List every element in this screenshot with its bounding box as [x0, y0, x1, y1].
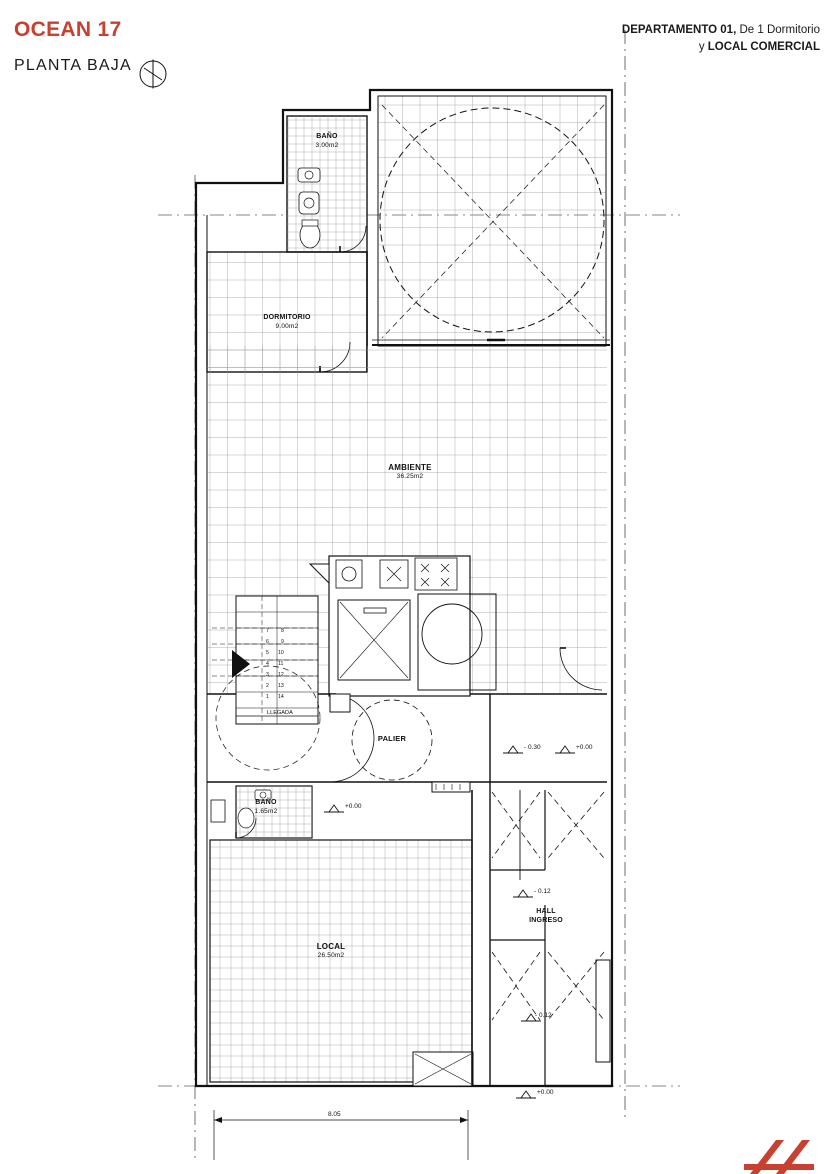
level-mark-1: - 0.30	[524, 744, 541, 751]
level-mark-2: +0.00	[576, 744, 593, 751]
stair-step-14: 14	[278, 694, 284, 700]
stair-step-12: 12	[278, 672, 284, 678]
overall-width-dimension: 8.05	[325, 1111, 344, 1118]
stair-step-1: 1	[266, 694, 269, 700]
room-label-bano-2: BAÑO 1.65m2	[254, 799, 278, 815]
stair-step-5: 5	[266, 650, 269, 656]
local-prefix: y	[698, 41, 708, 53]
level-mark-4: - 0.12	[534, 888, 551, 895]
room-label-dormitorio: DORMITORIO 9.00m2	[263, 314, 311, 330]
stair-step-2: 2	[266, 683, 269, 689]
room-label-hall-ingreso: HALL INGRESO	[529, 908, 563, 924]
sheet-subtitle: PLANTA BAJA	[14, 57, 132, 74]
level-mark-5: - 0.12	[535, 1012, 552, 1019]
stair-step-10: 10	[278, 650, 284, 656]
level-mark-3: +0.00	[345, 803, 362, 810]
stair-step-4: 4	[266, 661, 269, 667]
room-label-palier: PALIER	[377, 734, 407, 743]
stair-step-3: 3	[266, 672, 269, 678]
stair-step-7: 7	[266, 628, 269, 634]
room-label-local: LOCAL 26.50m2	[316, 942, 346, 959]
stair-step-9: 9	[281, 639, 284, 645]
company-logo-mark	[736, 1134, 826, 1174]
room-label-ambiente: AMBIENTE 36.25m2	[388, 463, 432, 480]
stair-step-11: 11	[278, 661, 284, 667]
local-comercial-label: LOCAL COMERCIAL	[707, 41, 820, 53]
stair-step-6: 6	[266, 639, 269, 645]
room-label-bano-1: BAÑO 3.00m2	[315, 133, 339, 149]
level-mark-6: +0.00	[537, 1089, 554, 1096]
stair-step-8: 8	[281, 628, 284, 634]
stair-arrival-label: LLEGADA	[267, 710, 293, 716]
stair-step-13: 13	[278, 683, 284, 689]
project-title: OCEAN 17	[14, 18, 122, 41]
departamento-label: DEPARTAMENTO 01,	[621, 24, 737, 36]
departamento-detail: De 1 Dormitorio	[736, 24, 820, 36]
